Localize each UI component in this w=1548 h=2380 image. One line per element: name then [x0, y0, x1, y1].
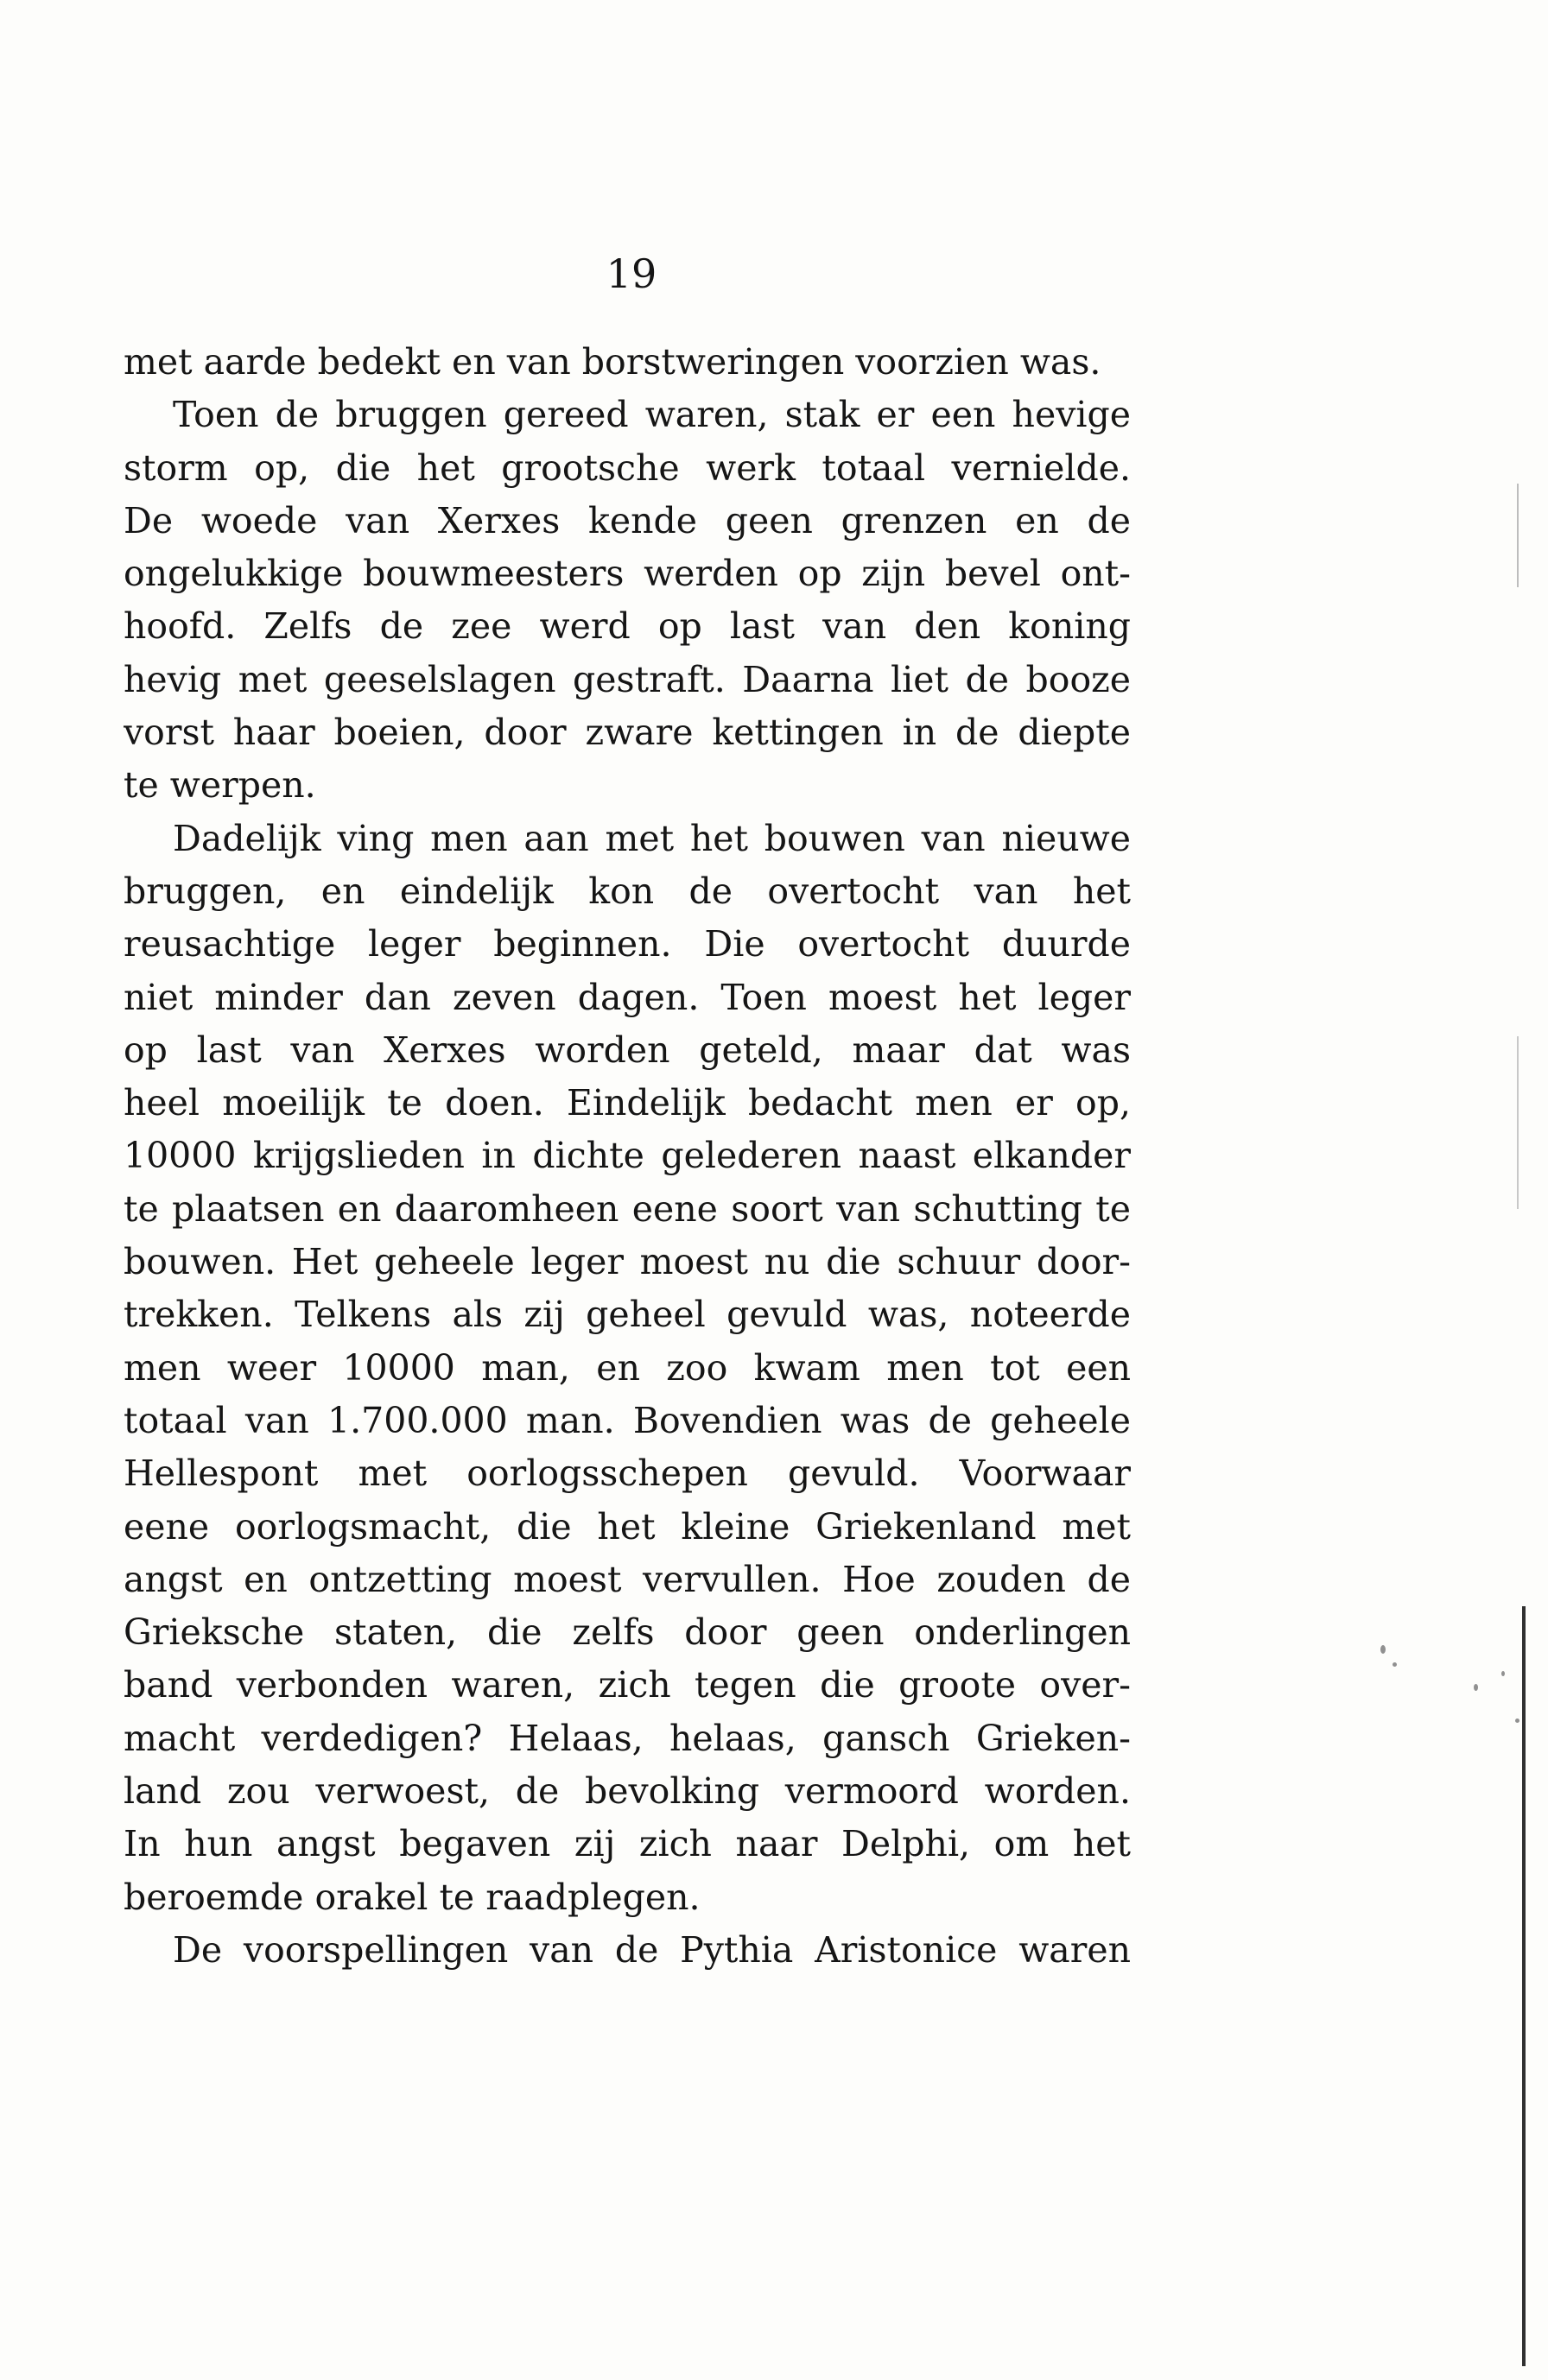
page-number: 19: [606, 250, 657, 297]
text-line: niet minder dan zeven dagen. Toen moest het leger: [124, 976, 1131, 1018]
text-line: 10000 krijgslieden in dichte gelederen naast elkander: [124, 1135, 1131, 1177]
text-line: beroemde orakel te raadplegen.: [124, 1876, 701, 1918]
text-line: bouwen. Het geheele leger moest nu die schuur door-: [124, 1241, 1131, 1283]
text-line: De woede van Xerxes kende geen grenzen en de: [124, 499, 1131, 541]
text-line: storm op, die het grootsche werk totaal vernielde.: [124, 446, 1131, 489]
text-line: Grieksche staten, die zelfs door geen onderlingen: [124, 1611, 1131, 1654]
scan-speck: [1380, 1645, 1386, 1654]
text-line: bruggen, en eindelijk kon de overtocht van het: [124, 870, 1131, 912]
text-line: men weer 10000 man, en zoo kwam men tot een: [124, 1346, 1131, 1389]
text-line: band verbonden waren, zich tegen die groote over-: [124, 1664, 1131, 1706]
text-line: te werpen.: [124, 764, 316, 807]
scan-speck: [1474, 1684, 1478, 1691]
text-line: Dadelijk ving men aan met het bouwen van nieuwe: [173, 817, 1131, 859]
text-line: ongelukkige bouwmeesters werden op zijn bevel ont-: [124, 553, 1131, 595]
text-line: op last van Xerxes worden geteld, maar dat was: [124, 1029, 1131, 1071]
scan-speck: [1501, 1671, 1505, 1676]
text-line: met aarde bedekt en van borstweringen voorzien was.: [124, 341, 1101, 383]
text-line: totaal van 1.700.000 man. Bovendien was de geheele: [124, 1399, 1131, 1441]
text-line: vorst haar boeien, door zware kettingen in de diepte: [124, 712, 1131, 754]
text-line: eene oorlogsmacht, die het kleine Griekenland met: [124, 1505, 1131, 1548]
body-text: [124, 336, 1131, 1977]
text-line: te plaatsen en daaromheen eene soort van schutting te: [124, 1187, 1131, 1230]
text-line: In hun angst begaven zij zich naar Delphi, om het: [124, 1823, 1131, 1865]
text-line: De voorspellingen van de Pythia Aristonice waren: [173, 1928, 1131, 1971]
scan-edge-shadow: [1522, 1606, 1526, 2366]
scan-speck: [1393, 1662, 1397, 1667]
text-line: land zou verwoest, de bevolking vermoord worden.: [124, 1770, 1131, 1813]
text-line: trekken. Telkens als zij geheel gevuld was, noteerde: [124, 1294, 1131, 1336]
text-line: hevig met geeselslagen gestraft. Daarna liet de booze: [124, 658, 1131, 700]
scan-edge-mark: [1517, 484, 1519, 587]
scan-edge-mark: [1517, 1036, 1519, 1209]
text-line: Toen de bruggen gereed waren, stak er een hevige: [173, 394, 1131, 436]
text-line: angst en ontzetting moest vervullen. Hoe zouden de: [124, 1558, 1131, 1600]
text-line: hoofd. Zelfs de zee werd op last van den koning: [124, 605, 1131, 648]
text-line: Hellespont met oorlogsschepen gevuld. Voorwaar: [124, 1453, 1131, 1495]
text-line: heel moeilijk te doen. Eindelijk bedacht men er op,: [124, 1082, 1131, 1124]
text-line: macht verdedigen? Helaas, helaas, gansch Grieken-: [124, 1717, 1131, 1759]
text-line: reusachtige leger beginnen. Die overtocht duurde: [124, 923, 1131, 965]
scan-speck: [1515, 1719, 1519, 1723]
